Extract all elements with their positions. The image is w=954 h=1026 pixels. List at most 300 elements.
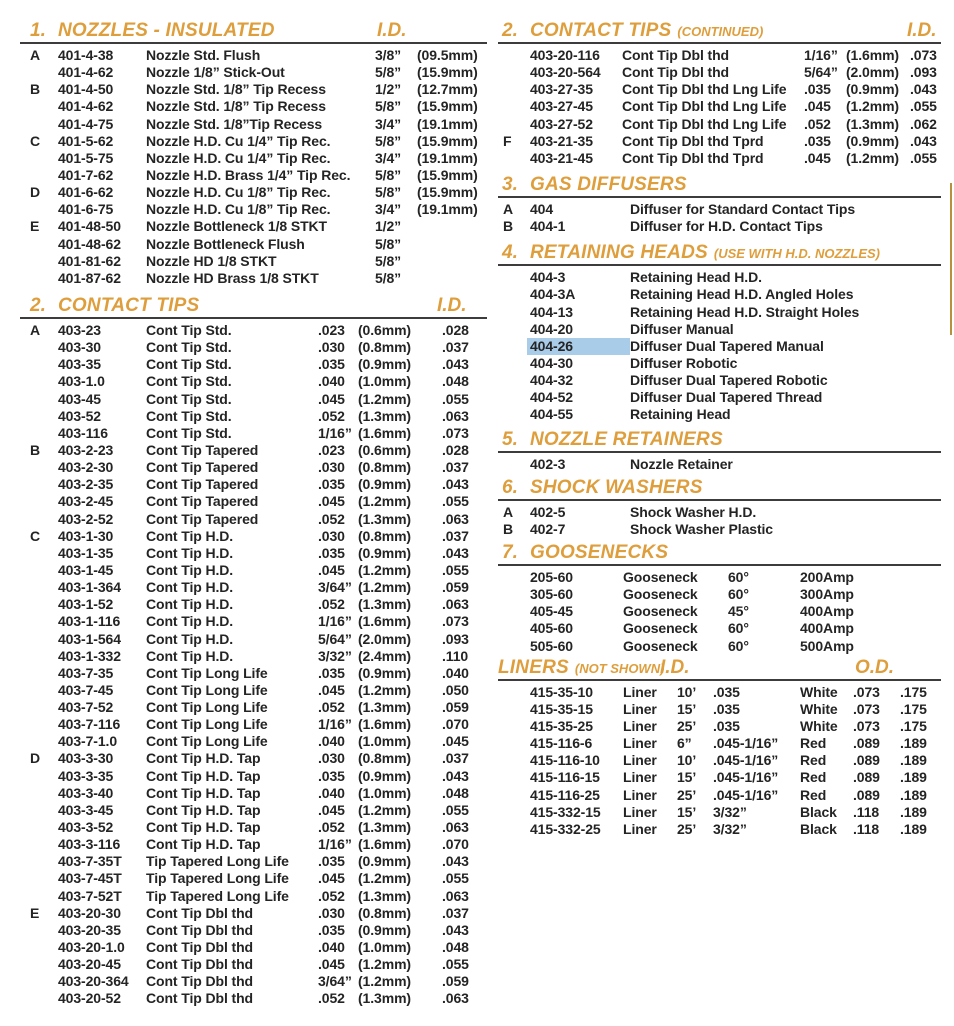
wire-metric: (0.9mm) bbox=[358, 664, 411, 681]
id-value: .055 bbox=[442, 870, 469, 887]
id-value: .059 bbox=[442, 973, 469, 990]
description: Diffuser Robotic bbox=[630, 354, 738, 371]
od-2: .189 bbox=[900, 735, 927, 752]
part-number: 415-35-25 bbox=[530, 717, 593, 734]
part-number: 403-20-1.0 bbox=[58, 939, 125, 956]
wire-size: .023 bbox=[318, 321, 345, 338]
wire-metric: (1.2mm) bbox=[358, 390, 411, 407]
row-letter bbox=[498, 286, 530, 303]
description: Nozzle 1/8” Stick-Out bbox=[146, 64, 285, 81]
section-number: 4. bbox=[502, 242, 518, 264]
id-value: .043 bbox=[442, 356, 469, 373]
row-letter bbox=[20, 116, 58, 133]
row-letter: B bbox=[503, 520, 514, 537]
right-column bbox=[498, 18, 941, 838]
part-number bbox=[530, 338, 630, 355]
part-number: 402-7 bbox=[530, 520, 566, 537]
description: Liner bbox=[623, 769, 657, 786]
description: Cont Tip H.D. bbox=[146, 630, 234, 647]
wire-size: .023 bbox=[318, 441, 345, 458]
column-label: I.D. bbox=[660, 656, 690, 678]
part-number: 401-4-62 bbox=[58, 98, 114, 115]
part-number: 403-20-30 bbox=[58, 904, 121, 921]
id-metric: (15.9mm) bbox=[417, 166, 478, 183]
description: Diffuser Dual Tapered Manual bbox=[630, 337, 824, 354]
wire-metric: (1.2mm) bbox=[358, 561, 411, 578]
selection-highlight: 404-26 bbox=[527, 338, 630, 355]
id-value: .048 bbox=[442, 373, 469, 390]
part-number: 403-21-35 bbox=[530, 132, 593, 149]
section-header bbox=[20, 18, 487, 44]
amperage: 400Amp bbox=[800, 603, 854, 620]
length: 25’ bbox=[677, 820, 697, 837]
wire-size: .045 bbox=[318, 956, 345, 973]
od-1: .073 bbox=[853, 717, 880, 734]
wire-metric: (0.9mm) bbox=[846, 132, 899, 149]
od-1: .118 bbox=[853, 803, 880, 820]
wire-metric: (0.8mm) bbox=[358, 750, 411, 767]
wire-size: .052 bbox=[318, 990, 345, 1007]
part-row bbox=[20, 373, 487, 390]
description: Shock Washer Plastic bbox=[630, 520, 773, 537]
part-number: 403-2-35 bbox=[58, 476, 114, 493]
wire-metric: (1.2mm) bbox=[358, 579, 411, 596]
part-number: 403-30 bbox=[58, 339, 101, 356]
description: Gooseneck bbox=[623, 603, 698, 620]
color: Red bbox=[800, 735, 827, 752]
row-letter bbox=[498, 603, 530, 620]
id-size: 3/4” bbox=[375, 149, 402, 166]
section-number: 2. bbox=[502, 20, 518, 41]
part-number: 403-27-52 bbox=[530, 115, 593, 132]
row-letter bbox=[20, 956, 58, 973]
part-number: 403-1-116 bbox=[58, 613, 121, 630]
row-letter bbox=[20, 545, 58, 562]
wire-metric: (1.2mm) bbox=[358, 493, 411, 510]
color: Black bbox=[800, 820, 837, 837]
row-letter bbox=[20, 493, 58, 510]
section-nozzle-retainers bbox=[498, 427, 941, 473]
wire-metric: (1.3mm) bbox=[846, 115, 899, 132]
description: Diffuser for H.D. Contact Tips bbox=[630, 218, 823, 235]
amperage: 400Amp bbox=[800, 620, 854, 637]
part-row bbox=[20, 750, 487, 767]
inner-diameter: .045-1/16” bbox=[713, 735, 779, 752]
part-row bbox=[20, 442, 487, 459]
part-number: 403-3-35 bbox=[58, 767, 114, 784]
description: Cont Tip Dbl thd bbox=[622, 47, 730, 63]
wire-size: .045 bbox=[804, 98, 831, 115]
description: Liner bbox=[623, 735, 657, 752]
id-value: .063 bbox=[442, 887, 469, 904]
description: Gooseneck bbox=[623, 637, 698, 654]
description: Cont Tip H.D. bbox=[146, 527, 234, 544]
od-1: .089 bbox=[853, 786, 880, 803]
description: Gooseneck bbox=[623, 620, 698, 637]
description: Cont Tip H.D. bbox=[146, 561, 234, 578]
part-row bbox=[498, 218, 941, 235]
wire-size: .030 bbox=[318, 904, 345, 921]
part-row bbox=[20, 253, 487, 270]
part-number: 401-4-38 bbox=[58, 47, 114, 63]
inner-diameter: .035 bbox=[713, 683, 740, 700]
id-value: .037 bbox=[442, 527, 469, 544]
part-row bbox=[20, 47, 487, 64]
wire-metric: (1.3mm) bbox=[358, 819, 411, 836]
section-title: NOZZLE RETAINERS bbox=[530, 428, 723, 450]
wire-metric: (2.0mm) bbox=[846, 64, 899, 81]
wire-metric: (0.9mm) bbox=[358, 476, 411, 493]
wire-size: .045 bbox=[804, 149, 831, 166]
description: Cont Tip Dbl thd Lng Life bbox=[622, 115, 787, 132]
part-number: 415-35-15 bbox=[530, 700, 593, 717]
part-number: 404-20 bbox=[530, 320, 573, 337]
id-metric: (15.9mm) bbox=[417, 98, 478, 115]
id-value: .045 bbox=[442, 733, 469, 750]
description: Nozzle H.D. Cu 1/4” Tip Rec. bbox=[146, 132, 331, 149]
row-letter bbox=[20, 201, 58, 218]
row-letter bbox=[20, 922, 58, 939]
description: Nozzle H.D. Cu 1/8” Tip Rec. bbox=[146, 184, 331, 201]
part-number: 305-60 bbox=[530, 586, 573, 603]
wire-size: .035 bbox=[318, 664, 345, 681]
wire-size: 3/64” bbox=[318, 579, 352, 596]
od-2: .175 bbox=[900, 717, 927, 734]
part-number: 403-1-52 bbox=[58, 596, 114, 613]
part-number: 403-7-35 bbox=[58, 664, 114, 681]
part-row bbox=[20, 116, 487, 133]
part-row bbox=[20, 802, 487, 819]
row-letter bbox=[20, 356, 58, 373]
wire-size: .035 bbox=[318, 767, 345, 784]
part-number: 403-3-45 bbox=[58, 801, 114, 818]
part-row bbox=[20, 98, 487, 115]
description: Diffuser Dual Tapered Thread bbox=[630, 389, 823, 406]
id-value: .055 bbox=[910, 98, 937, 115]
row-letter: E bbox=[30, 904, 40, 921]
part-row bbox=[498, 735, 941, 752]
section-header bbox=[498, 540, 941, 566]
row-letter bbox=[498, 586, 530, 603]
row-letter bbox=[20, 339, 58, 356]
part-number: 403-7-45T bbox=[58, 870, 122, 887]
id-value: .055 bbox=[442, 561, 469, 578]
row-letter bbox=[20, 236, 58, 253]
od-2: .189 bbox=[900, 803, 927, 820]
color: White bbox=[800, 717, 838, 734]
od-1: .089 bbox=[853, 735, 880, 752]
row-letter bbox=[20, 253, 58, 270]
od-2: .189 bbox=[900, 769, 927, 786]
part-number: 403-1-364 bbox=[58, 579, 121, 596]
part-row bbox=[20, 785, 487, 802]
section-number: 1. bbox=[30, 20, 46, 41]
description: Tip Tapered Long Life bbox=[146, 870, 289, 887]
angle: 60° bbox=[728, 637, 749, 654]
wire-size: .052 bbox=[318, 887, 345, 904]
part-number: 415-332-15 bbox=[530, 803, 601, 820]
wire-metric: (2.4mm) bbox=[358, 647, 411, 664]
part-row bbox=[498, 81, 941, 98]
row-letter bbox=[498, 64, 530, 81]
row-letter bbox=[498, 821, 530, 838]
description: Nozzle Bottleneck 1/8 STKT bbox=[146, 218, 327, 235]
wire-size: .052 bbox=[318, 596, 345, 613]
part-row bbox=[498, 603, 941, 620]
part-number: 401-48-50 bbox=[58, 218, 121, 235]
length: 15’ bbox=[677, 803, 697, 820]
part-number: 402-3 bbox=[530, 455, 566, 472]
id-metric: (19.1mm) bbox=[417, 201, 478, 218]
section-header bbox=[498, 18, 941, 44]
row-letter bbox=[20, 973, 58, 990]
inner-diameter: .045-1/16” bbox=[713, 752, 779, 769]
wire-metric: (1.2mm) bbox=[358, 973, 411, 990]
id-metric: (15.9mm) bbox=[417, 132, 478, 149]
id-size: 3/4” bbox=[375, 115, 402, 132]
part-row bbox=[20, 631, 487, 648]
part-row bbox=[20, 511, 487, 528]
part-row bbox=[20, 545, 487, 562]
id-size: 5/8” bbox=[375, 64, 402, 81]
section-title: SHOCK WASHERS bbox=[530, 476, 703, 498]
part-number: 404-52 bbox=[530, 389, 573, 406]
section-gas-diffusers bbox=[498, 172, 941, 235]
description: Nozzle H.D. Cu 1/8” Tip Rec. bbox=[146, 201, 331, 218]
description: Liner bbox=[623, 786, 657, 803]
wire-metric: (1.3mm) bbox=[358, 699, 411, 716]
length: 25’ bbox=[677, 717, 697, 734]
part-number: 404-30 bbox=[530, 354, 573, 371]
row-letter bbox=[498, 787, 530, 804]
description: Cont Tip Long Life bbox=[146, 733, 268, 750]
wire-size: .045 bbox=[318, 681, 345, 698]
section-nozzles-insulated bbox=[20, 18, 487, 287]
description: Cont Tip Dbl thd Lng Life bbox=[622, 98, 787, 115]
section-subtitle: (USE WITH H.D. NOZZLES) bbox=[713, 246, 880, 262]
id-value: .037 bbox=[442, 904, 469, 921]
wire-size: .035 bbox=[318, 476, 345, 493]
part-number: 403-3-30 bbox=[58, 750, 114, 767]
row-letter bbox=[20, 98, 58, 115]
wire-metric: (0.9mm) bbox=[358, 767, 411, 784]
part-row bbox=[498, 620, 941, 637]
id-value: .070 bbox=[442, 716, 469, 733]
row-letter bbox=[20, 631, 58, 648]
wire-metric: (1.2mm) bbox=[358, 956, 411, 973]
section-header bbox=[498, 475, 941, 501]
od-1: .073 bbox=[853, 700, 880, 717]
part-number: 403-27-35 bbox=[530, 81, 593, 98]
row-letter bbox=[20, 408, 58, 425]
row-letter: A bbox=[30, 321, 41, 338]
row-letter bbox=[20, 596, 58, 613]
id-metric: (15.9mm) bbox=[417, 184, 478, 201]
row-letter bbox=[498, 684, 530, 701]
part-number: 415-116-10 bbox=[530, 752, 600, 769]
part-row bbox=[20, 819, 487, 836]
wire-metric: (1.0mm) bbox=[358, 784, 411, 801]
id-size: 5/8” bbox=[375, 166, 402, 183]
part-number: 403-1-35 bbox=[58, 544, 114, 561]
part-row bbox=[20, 493, 487, 510]
description: Liner bbox=[623, 803, 657, 820]
part-number: 401-6-75 bbox=[58, 201, 114, 218]
row-letter bbox=[498, 718, 530, 735]
length: 25’ bbox=[677, 786, 697, 803]
part-number: 401-4-62 bbox=[58, 64, 114, 81]
part-row bbox=[20, 579, 487, 596]
column-label: I.D. bbox=[437, 294, 467, 316]
part-row bbox=[498, 116, 941, 133]
id-size: 5/8” bbox=[375, 184, 402, 201]
part-row bbox=[498, 355, 941, 372]
wire-metric: (1.2mm) bbox=[358, 870, 411, 887]
od-1: .118 bbox=[853, 820, 880, 837]
part-row bbox=[20, 716, 487, 733]
id-value: .062 bbox=[910, 115, 937, 132]
wire-size: 1/16” bbox=[318, 424, 352, 441]
wire-metric: (1.6mm) bbox=[358, 836, 411, 853]
wire-metric: (1.3mm) bbox=[358, 990, 411, 1007]
row-letter bbox=[20, 373, 58, 390]
part-number: 505-60 bbox=[530, 637, 573, 654]
part-row bbox=[20, 733, 487, 750]
row-letter: B bbox=[30, 441, 41, 458]
color: Black bbox=[800, 803, 837, 820]
wire-size: .045 bbox=[318, 561, 345, 578]
description: Cont Tip H.D. bbox=[146, 579, 234, 596]
part-number: 403-7-52 bbox=[58, 699, 114, 716]
wire-size: .030 bbox=[318, 339, 345, 356]
part-number: 403-2-52 bbox=[58, 510, 114, 527]
row-letter bbox=[20, 167, 58, 184]
part-number: 405-60 bbox=[530, 620, 573, 637]
part-number: 403-20-45 bbox=[58, 956, 121, 973]
part-number: 415-332-25 bbox=[530, 820, 601, 837]
part-number: 403-1-30 bbox=[58, 527, 114, 544]
id-metric bbox=[417, 236, 487, 253]
id-value: .043 bbox=[442, 476, 469, 493]
part-number: 403-52 bbox=[58, 407, 101, 424]
wire-metric: (1.3mm) bbox=[358, 407, 411, 424]
description: Cont Tip Dbl thd bbox=[146, 904, 254, 921]
row-letter bbox=[20, 682, 58, 699]
part-number: 403-20-364 bbox=[58, 973, 129, 990]
row-letter: A bbox=[503, 200, 514, 217]
part-row bbox=[20, 768, 487, 785]
row-letter: E bbox=[30, 218, 40, 235]
wire-metric: (1.6mm) bbox=[846, 47, 899, 63]
part-row bbox=[20, 64, 487, 81]
wire-size: 1/16” bbox=[318, 613, 352, 630]
wire-size: .030 bbox=[318, 750, 345, 767]
part-number: 404-3 bbox=[530, 269, 566, 286]
section-header bbox=[498, 427, 941, 453]
part-number: 403-1-45 bbox=[58, 561, 114, 578]
part-row bbox=[20, 956, 487, 973]
part-row bbox=[20, 201, 487, 218]
id-value: .050 bbox=[442, 681, 469, 698]
row-letter bbox=[20, 613, 58, 630]
id-value: .037 bbox=[442, 459, 469, 476]
row-letter bbox=[20, 476, 58, 493]
part-row bbox=[20, 356, 487, 373]
part-number: 403-20-52 bbox=[58, 990, 121, 1007]
description: Nozzle Std. 1/8”Tip Recess bbox=[146, 115, 323, 132]
description: Gooseneck bbox=[623, 586, 698, 603]
description: Nozzle Std. Flush bbox=[146, 47, 261, 63]
row-letter bbox=[20, 648, 58, 665]
wire-size: .035 bbox=[318, 544, 345, 561]
row-letter bbox=[20, 579, 58, 596]
color: White bbox=[800, 683, 838, 700]
wire-size: .052 bbox=[804, 115, 831, 132]
description: Liner bbox=[623, 820, 657, 837]
description: Liner bbox=[623, 683, 657, 700]
row-letter bbox=[498, 456, 530, 473]
part-number: 403-7-116 bbox=[58, 716, 121, 733]
id-value: .073 bbox=[442, 424, 469, 441]
od-2: .175 bbox=[900, 683, 927, 700]
part-row bbox=[20, 836, 487, 853]
part-row bbox=[20, 870, 487, 887]
wire-size: 1/16” bbox=[318, 716, 352, 733]
id-size: 5/8” bbox=[375, 235, 402, 252]
description: Cont Tip Std. bbox=[146, 424, 232, 441]
part-row bbox=[20, 184, 487, 201]
description: Diffuser Manual bbox=[630, 320, 734, 337]
part-number: 403-2-30 bbox=[58, 459, 114, 476]
wire-metric: (1.2mm) bbox=[358, 801, 411, 818]
description: Cont Tip Std. bbox=[146, 321, 232, 338]
od-1: .089 bbox=[853, 769, 880, 786]
wire-size: .030 bbox=[318, 527, 345, 544]
part-number: 401-81-62 bbox=[58, 252, 121, 269]
id-value: .063 bbox=[442, 990, 469, 1007]
description: Cont Tip H.D. Tap bbox=[146, 767, 261, 784]
row-letter bbox=[498, 701, 530, 718]
part-number: 403-20-35 bbox=[58, 921, 121, 938]
row-letter bbox=[498, 389, 530, 406]
part-number: 403-1.0 bbox=[58, 373, 105, 390]
part-row bbox=[498, 821, 941, 838]
description: Cont Tip Dbl thd bbox=[622, 64, 730, 81]
part-row bbox=[498, 406, 941, 423]
wire-metric: (0.9mm) bbox=[846, 81, 899, 98]
part-number: 403-1-564 bbox=[58, 630, 121, 647]
wire-size: .040 bbox=[318, 784, 345, 801]
part-row bbox=[498, 586, 941, 603]
id-value: .043 bbox=[442, 921, 469, 938]
section-shock-washers bbox=[498, 475, 941, 538]
part-row bbox=[20, 922, 487, 939]
id-value: .043 bbox=[442, 853, 469, 870]
section-header bbox=[498, 172, 941, 198]
wire-metric: (0.9mm) bbox=[358, 356, 411, 373]
part-row bbox=[498, 752, 941, 769]
wire-size: .040 bbox=[318, 733, 345, 750]
row-letter bbox=[20, 888, 58, 905]
description: Cont Tip Dbl thd Tprd bbox=[622, 149, 764, 166]
description: Cont Tip Tapered bbox=[146, 476, 259, 493]
id-value: .040 bbox=[442, 664, 469, 681]
section-subtitle: (NOT SHOWN) bbox=[574, 660, 665, 676]
section-title: CONTACT TIPS bbox=[530, 20, 672, 41]
inner-diameter: 3/32” bbox=[713, 803, 747, 820]
length: 6” bbox=[677, 735, 692, 752]
id-value: .028 bbox=[442, 441, 469, 458]
